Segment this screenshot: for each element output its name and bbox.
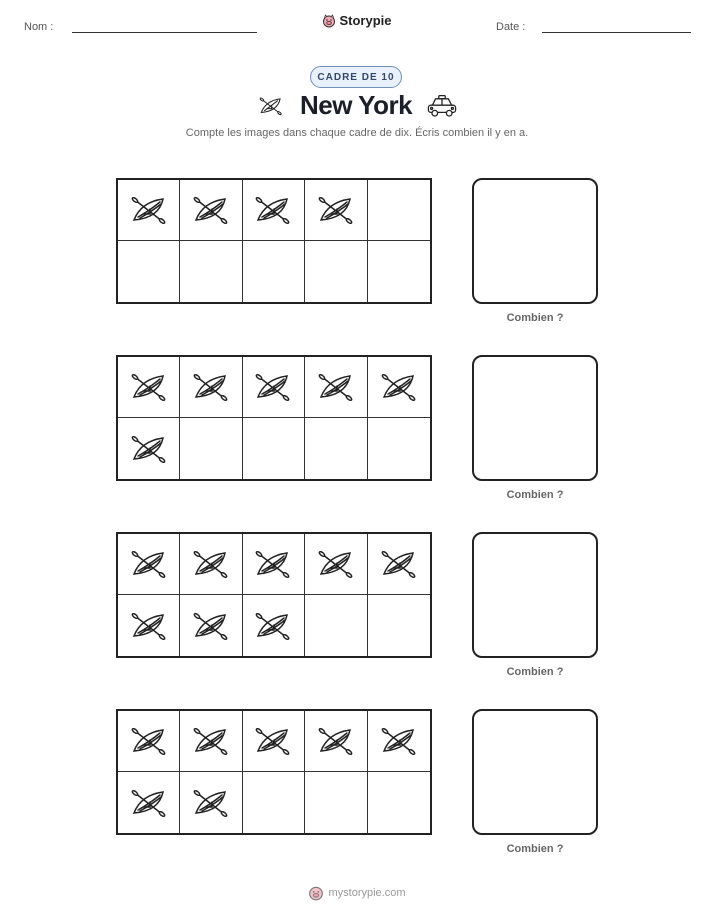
kayak-icon: [253, 721, 293, 761]
frame-cell: [118, 357, 180, 418]
kayak-icon: [316, 190, 356, 230]
kayak-icon: [129, 783, 169, 823]
answer-label-2: Combien ?: [506, 489, 564, 501]
taxi-icon: [426, 94, 458, 118]
answer-box-3[interactable]: [472, 532, 598, 658]
frame-cell: [368, 241, 430, 302]
worksheet-type-badge: CADRE DE 10: [310, 66, 402, 88]
pig-mascot-icon: [308, 885, 324, 901]
frame-cell: [305, 711, 367, 772]
frame-cell: [180, 357, 242, 418]
date-label: Date :: [496, 21, 526, 33]
ten-frame-3: [116, 532, 432, 658]
kayak-icon: [129, 544, 169, 584]
ten-frame-4: [116, 709, 432, 835]
frame-cell: [368, 180, 430, 241]
kayak-icon: [316, 721, 356, 761]
frame-cell: [180, 772, 242, 833]
kayak-icon: [129, 367, 169, 407]
frame-cell: [118, 180, 180, 241]
kayak-icon: [253, 367, 293, 407]
frame-cell: [368, 711, 430, 772]
kayak-icon: [256, 93, 286, 119]
ten-frame-2: [116, 355, 432, 481]
kayak-icon: [191, 544, 231, 584]
title-row: [0, 90, 714, 121]
frame-cell: [305, 595, 367, 656]
kayak-icon: [191, 721, 231, 761]
kayak-icon: [191, 606, 231, 646]
kayak-icon: [253, 544, 293, 584]
instructions: Compte les images dans chaque cadre de dix. Écris combien il y en a.: [185, 127, 529, 139]
kayak-icon: [379, 721, 419, 761]
ten-frame-1: [116, 178, 432, 304]
kayak-icon: [129, 606, 169, 646]
name-label: Nom :: [24, 21, 54, 33]
kayak-icon: [129, 190, 169, 230]
answer-box-4[interactable]: [472, 709, 598, 835]
frame-cell: [180, 241, 242, 302]
frame-cell: [305, 418, 367, 479]
frame-cell: [118, 772, 180, 833]
footer-url: mystorypie.com: [328, 887, 406, 899]
kayak-icon: [129, 721, 169, 761]
frame-cell: [118, 241, 180, 302]
frame-cell: [118, 418, 180, 479]
frame-cell: [180, 180, 242, 241]
kayak-icon: [129, 429, 169, 469]
brand-logo: [0, 13, 714, 28]
date-line[interactable]: [542, 32, 691, 33]
pig-mascot-icon: [322, 14, 336, 28]
answer-box-2[interactable]: [472, 355, 598, 481]
frame-cell: [180, 711, 242, 772]
frame-cell: [368, 772, 430, 833]
frame-cell: [243, 241, 305, 302]
name-line[interactable]: [72, 32, 257, 33]
answer-label-4: Combien ?: [506, 843, 564, 855]
frame-cell: [305, 772, 367, 833]
worksheet-title: New York: [299, 90, 413, 120]
frame-cell: [305, 180, 367, 241]
answer-label-1: Combien ?: [506, 312, 564, 324]
brand-name: Storypie: [339, 13, 392, 28]
kayak-icon: [379, 367, 419, 407]
kayak-icon: [253, 606, 293, 646]
frame-cell: [243, 711, 305, 772]
frame-cell: [243, 772, 305, 833]
answer-box-1[interactable]: [472, 178, 598, 304]
kayak-icon: [191, 367, 231, 407]
frame-cell: [368, 357, 430, 418]
frame-cell: [305, 357, 367, 418]
frame-cell: [243, 534, 305, 595]
kayak-icon: [316, 544, 356, 584]
frame-cell: [118, 711, 180, 772]
frame-cell: [243, 418, 305, 479]
frame-cell: [368, 418, 430, 479]
kayak-icon: [191, 190, 231, 230]
kayak-icon: [253, 190, 293, 230]
kayak-icon: [316, 367, 356, 407]
frame-cell: [118, 534, 180, 595]
frame-cell: [243, 595, 305, 656]
frame-cell: [118, 595, 180, 656]
frame-cell: [180, 595, 242, 656]
kayak-icon: [379, 544, 419, 584]
frame-cell: [305, 534, 367, 595]
frame-cell: [305, 241, 367, 302]
frame-cell: [368, 595, 430, 656]
footer: [0, 885, 714, 901]
frame-cell: [180, 418, 242, 479]
answer-label-3: Combien ?: [506, 666, 564, 678]
frame-cell: [180, 534, 242, 595]
kayak-icon: [191, 783, 231, 823]
frame-cell: [243, 180, 305, 241]
frame-cell: [243, 357, 305, 418]
frame-cell: [368, 534, 430, 595]
